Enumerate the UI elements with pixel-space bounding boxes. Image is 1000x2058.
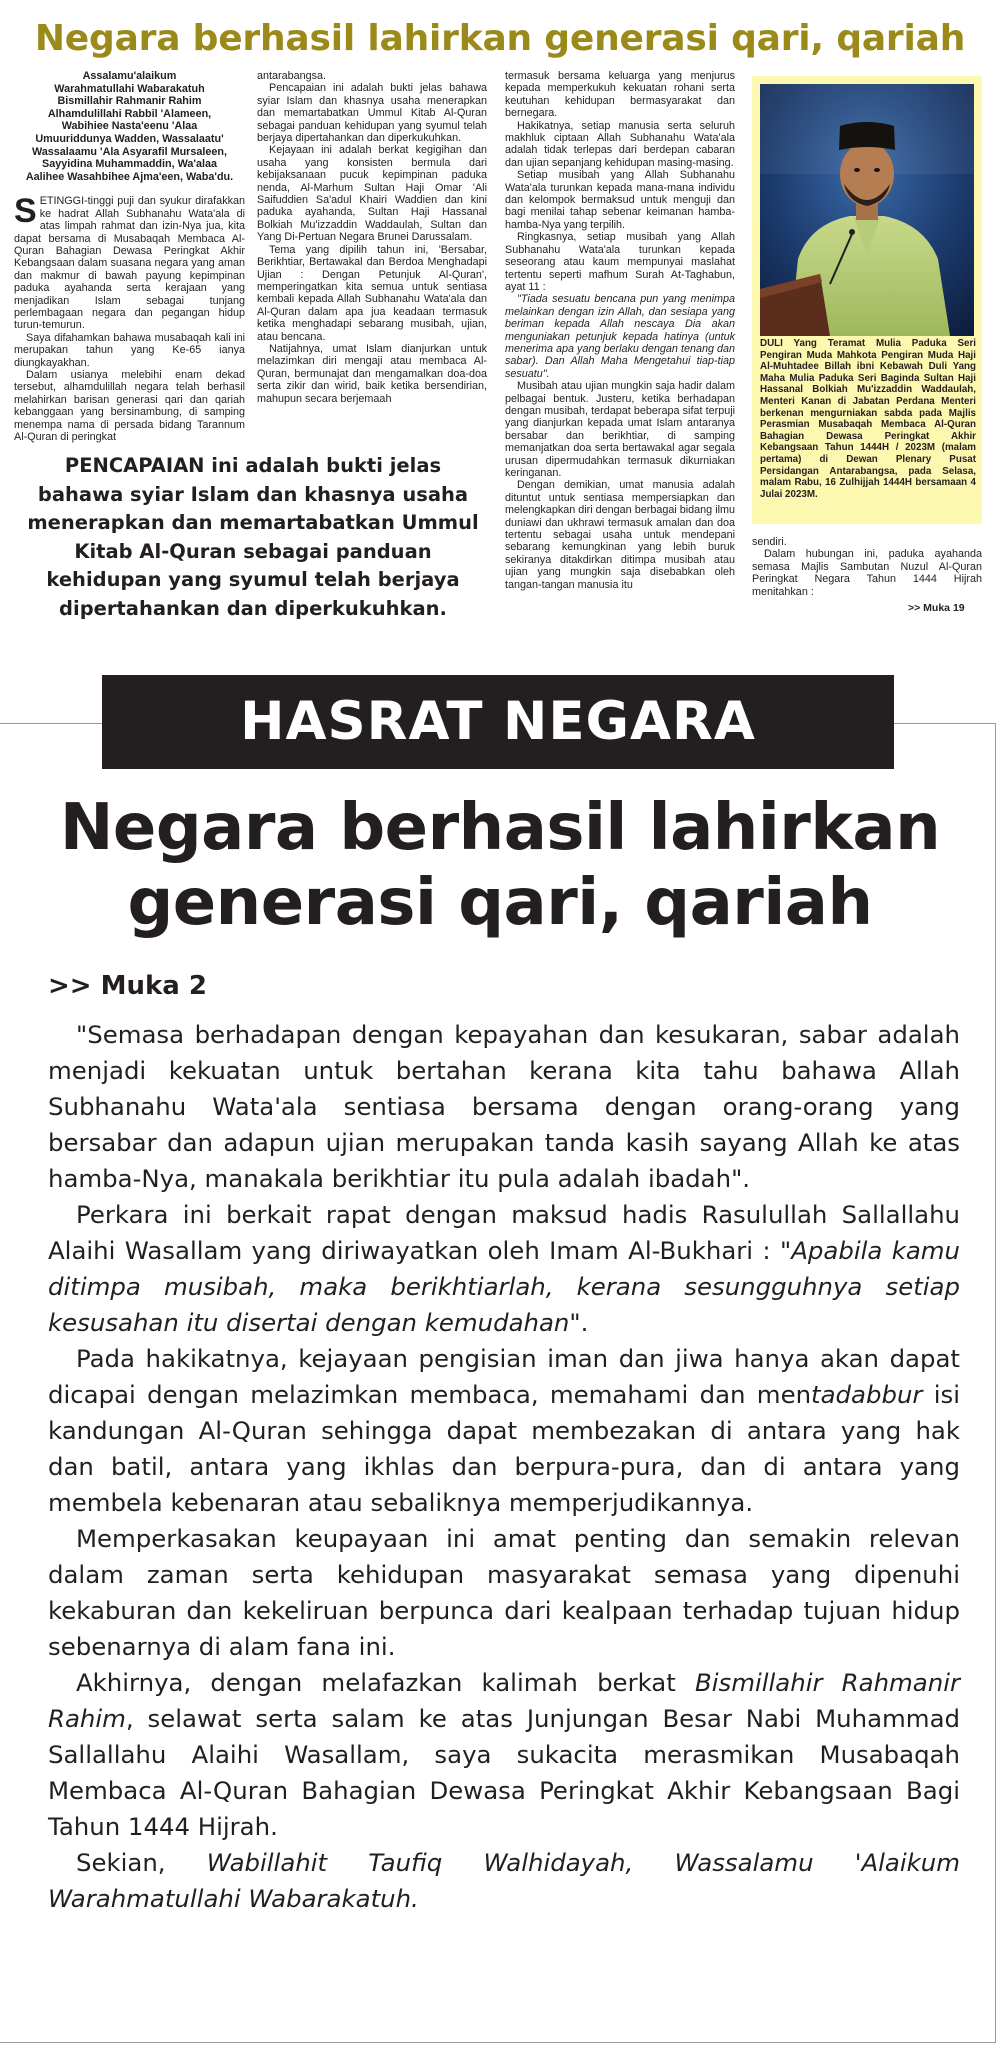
main-headline (0, 791, 1000, 941)
paragraph (14, 192, 245, 332)
photo-caption-box (752, 76, 982, 524)
paragraph: Hakikatnya, setiap manusia serta seluruh makhluk ciptaan Allah Subhanahu Wata'ala adalah tidak terlepas dari berdepan cabaran dan ujian sepanjang kehidupan masing-masing. (505, 119, 735, 169)
paragraph (48, 1197, 960, 1341)
paragraph: Natijahnya, umat Islam dianjurkan untuk melazimkan diri mengaji atau membaca Al-Quran, bermunajat dan mengamalkan doa-doa serta zikir dan wirid, baik ketika bersendirian, mahupun secara berjemaah (257, 342, 487, 405)
salutation-line: Wabihiee Nasta'eenu 'Alaa (61, 120, 198, 133)
quote-paragraph (505, 293, 735, 380)
paragraph: Ringkasnya, setiap musibah yang Allah Subhanahu Wata'ala turunkan kepada seseorang atau kaum mempunyai maslahat tertentu seperti mafhum Surah At-Taghabun, ayat 11 : (505, 231, 735, 293)
paragraph: Saya difahamkan bahawa musabaqah kali ini merupakan tahun yang Ke-65 ianya diungkayakhan. (14, 331, 245, 369)
salutation-line: Umuuriddunya Wadden, Wassalaatu' (35, 132, 224, 145)
portrait-photo (760, 84, 974, 336)
italic-term: Bismillahir Rahmanir Rahim (48, 1668, 961, 1733)
column-3 (505, 70, 735, 612)
closing-greeting: Wabillahit Taufiq Walhidayah, Wassalamu 'Alaikum Warahmatullahi Wabarakatuh. (48, 1848, 960, 1913)
photo-caption: DULI Yang Teramat Mulia Paduka Seri Pengiran Muda Mahkota Pengiran Muda Haji Al-Muhtadee Billah ibni Kebawah Duli Yang Maha Mulia Paduka Seri Baginda Sultan Haji Hassanal Bolkiah Mu'izzaddin Waddaulah, Menteri Kanan di Jabatan Perdana Menteri berkenan mengurniakan sabda pada Majlis Perasmian Musabaqah Membaca Al-Quran Bahagian Dewasa Peringkat Akhir Kebangsaan Tahun 1444H / 2023M (malam pertama) di Dewan Plenary Pusat Persidangan Antarabangsa, pada Selasa, malam Rabu, 16 Zulhijjah 1444H bersamaan 4 Julai 2023M. (760, 338, 976, 500)
salutation-line: Assalamu'alaikum (82, 70, 177, 82)
portrait-photo-icon (760, 84, 974, 336)
paragraph (48, 1845, 960, 1917)
paragraph-text: , selawat serta salam ke atas Junjungan Besar Nabi Muhammad Sallallahu Alaihi Wasallam, saya sukacita merasmikan Musabaqah Membaca Al-Quran Bahagian Dewasa Peringkat Akhir Kebangsaan Bagi Tahun 1444 Hijrah. (48, 1704, 960, 1841)
salutation-line: Sayyidina Muhammaddin, Wa'alaa (42, 158, 217, 171)
italic-term: tadabbur (811, 1380, 923, 1409)
headline-line: generasi qari, qariah (127, 866, 873, 940)
paragraph-text: . (580, 1308, 589, 1337)
paragraph: Dalam hubungan ini, paduka ayahanda semasa Majlis Sambutan Nuzul Al-Quran Peringkat Negara Tahun 1444 Hijrah menitahkan : (752, 548, 982, 598)
paragraph (48, 1341, 960, 1521)
headline-line: Negara berhasil lahirkan (59, 791, 941, 865)
pull-quote: PENCAPAIAN ini adalah bukti jelas bahawa syiar Islam dan khasnya usaha menerapkan dan memartabatkan Ummul Kitab Al-Quran sebagai panduan kehidupan yang syumul telah berjaya dipertahankan dan diperkukuhkan. (27, 454, 479, 620)
page-reference: >> Muka 2 (48, 971, 207, 1001)
salutation-line: Aalihee Wasahbihee Ajma'een, Waba'du. (25, 170, 234, 183)
article-body (48, 1017, 960, 1917)
paragraph: Kejayaan ini adalah berkat kegigihan dan usaha yang konsisten bermula dari kebijaksanaan pucuk kepimpinan paduka nenda, Al-Marhum Sultan Haji Omar 'Ali Saifuddien Sa'adul Khairi Waddien dan kini paduka ayahanda, Sultan Haji Hassanal Bolkiah Mu'izzaddin Waddaulah, Sultan dan Yang Di-Pertuan Negara Brunei Darussalam. (257, 144, 487, 244)
paragraph: Musibah atau ujian mungkin saja hadir dalam pelbagai bentuk. Justeru, ketika berhadapan dengan musibah, terdapat beberapa sifat terpuji yang dianjurkan kepada umat Islam antaranya bersabar dan berikhtiar, di samping memanjatkan doa serta bertawakal agar segala urusan dipermudahkan termasuk dikurniakan keringanan. (505, 380, 735, 479)
section-banner: HASRAT NEGARA (102, 675, 894, 769)
continued-reference: >> Muka 19 (908, 602, 965, 614)
paragraph-text: Pada hakikatnya, kejayaan pengisian iman dan jiwa hanya akan dapat dicapai dengan melazimkan membaca, memahami dan men (48, 1344, 960, 1409)
paragraph: Dengan demikian, umat manusia adalah dituntut untuk sentiasa mempersiapkan dan melengkapkan diri dengan berbagai bidang ilmu duniawi dan ukhrawi termasuk amalan dan doa tertentu sebagai usaha untuk mendepani sebarang kemungkinan yang lebih buruk sekiranya ditakdirkan ditimpa musibah atau ujian yang mungkin saja disebabkan oleh tangan-tangan manusia itu (505, 479, 735, 591)
paragraph: antarabangsa. (257, 70, 327, 82)
paragraph: "Semasa berhadapan dengan kepayahan dan kesukaran, sabar adalah menjadi kekuatan untuk bertahan kerana kita tahu bahawa Allah Subhanahu Wata'ala sentiasa bersama dengan orang-orang yang bersabar dan adapun ujian merupakan tanda kasih sayang Allah ke atas hamba-Nya, manakala berikhtiar itu pula adalah ibadah". (48, 1020, 960, 1193)
paragraph-text: ETINGGI-tinggi puji dan syukur dirafakkan ke hadrat Allah Subhanahu Wata'ala di atas limpah rahmat dan izin-Nya jua, kita dapat bersama di Musabaqah Membaca Al-Quran Bahagian Dewasa Peringkat Akhir Kebangsaan dalam suasana negara yang aman dan makmur di bawah payung kepimpinan paduka ayahanda serta kerajaan yang menjadikan Islam sebagai tunjang perlembagaan negara dan pegangan hidup turun-temurun. (14, 195, 245, 332)
quran-quote: "Tiada sesuatu bencana pun yang menimpa melainkan dengan izin Allah, dan sesiapa yang beriman kepada Allah nescaya Dia akan menguniakan petunjuk kepada hatinya (untuk menerima apa yang berlaku dengan tenang dan sabar). Dan Allah Maha Mengetahui tiap-tiap sesuatu". (505, 293, 735, 380)
top-clipping (0, 0, 1000, 618)
paragraph: termasuk bersama keluarga yang menjurus kepada memperkukuh kekuatan rohani serta keutuhan kehidupan bermasyarakat dan bernegara. (505, 70, 735, 120)
paragraph: sendiri. (752, 536, 787, 548)
paragraph: Pencapaian ini adalah bukti jelas bahawa syiar Islam dan khasnya usaha menerapkan dan memartabatkan Ummul Kitab Al-Quran sebagai panduan kehidupan yang syumul telah berjaya dipertahankan dan diperkukuhkan. (257, 82, 487, 145)
salutation (14, 70, 245, 183)
paragraph-text: Sekian, (76, 1848, 207, 1877)
salutation-line: Warahmatullahi Wabarakatuh (54, 82, 205, 95)
bottom-clipping (0, 663, 1000, 2058)
paragraph-text: isi kandungan Al-Quran sehingga dapat membezakan di antara yang hak dan batil, antara yang ikhlas dan berpura-pura, dan di antara yang membela kebenaran atau sebaliknya memperjudikannya. (48, 1380, 961, 1517)
column-4 (752, 536, 982, 598)
paragraph (48, 1665, 960, 1845)
dropcap: S (14, 192, 37, 231)
paragraph-text: Akhirnya, dengan melafazkan kalimah berkat (76, 1668, 695, 1697)
paragraph: Dalam usianya melebihi enam dekad tersebut, alhamdulillah negara telah berhasil melahirkan barisan generasi qari dan qariah kebanggaan yang bersinambung, di samping menempa nama di persada bidang Tarannum Al-Quran di peringkat (14, 369, 245, 444)
salutation-line: Alhamdulillahi Rabbil 'Alameen, (47, 107, 212, 120)
paragraph: Setiap musibah yang Allah Subhanahu Wata'ala turunkan kepada mana-mana individu dan kelompok bermaksud untuk menguji dan bagi menilai tahap sebenar keimanan hamba-hamba-Nya yang terpilih. (505, 169, 735, 231)
paragraph: Memperkasakan keupayaan ini amat penting dan semakin relevan dalam zaman serta kehidupan masyarakat semasa yang dipenuhi kekaburan dan kekeliruan berpunca dari kealpaan terhadap tujuan hidup sebenarnya di alam fana ini. (48, 1524, 960, 1661)
paragraph: Tema yang dipilih tahun ini, 'Bersabar, Berikhtiar, Bertawakal dan Berdoa Menghadapi Ujian : Dengan Petunjuk Al-Quran', memperingatkan kita semua untuk sentiasa kembali kepada Allah Subhanahu Wata'ala dan Al-Quran dalam apa jua keadaan termasuk ketika menghadapi sebarang musibah, ujian, atau bencana. (257, 243, 487, 343)
column-1 (14, 70, 245, 444)
salutation-line: Wassalaamu 'Ala Asyarafil Mursaleen, (32, 145, 227, 158)
salutation-line: Bismillahir Rahmanir Rahim (57, 95, 202, 108)
column-2 (257, 70, 487, 482)
top-headline: Negara berhasil lahirkan generasi qari, qariah (34, 18, 966, 59)
paragraph-text: Perkara ini berkait rapat dengan maksud hadis Rasulullah Sallallahu Alaihi Wasallam yang diriwayatkan oleh Imam Al-Bukhari : (48, 1200, 960, 1265)
hadith-quote: "Apabila kamu ditimpa musibah, maka berikhtiarlah, kerana sesungguhnya setiap kesusahan itu disertai dengan kemudahan" (48, 1236, 960, 1337)
